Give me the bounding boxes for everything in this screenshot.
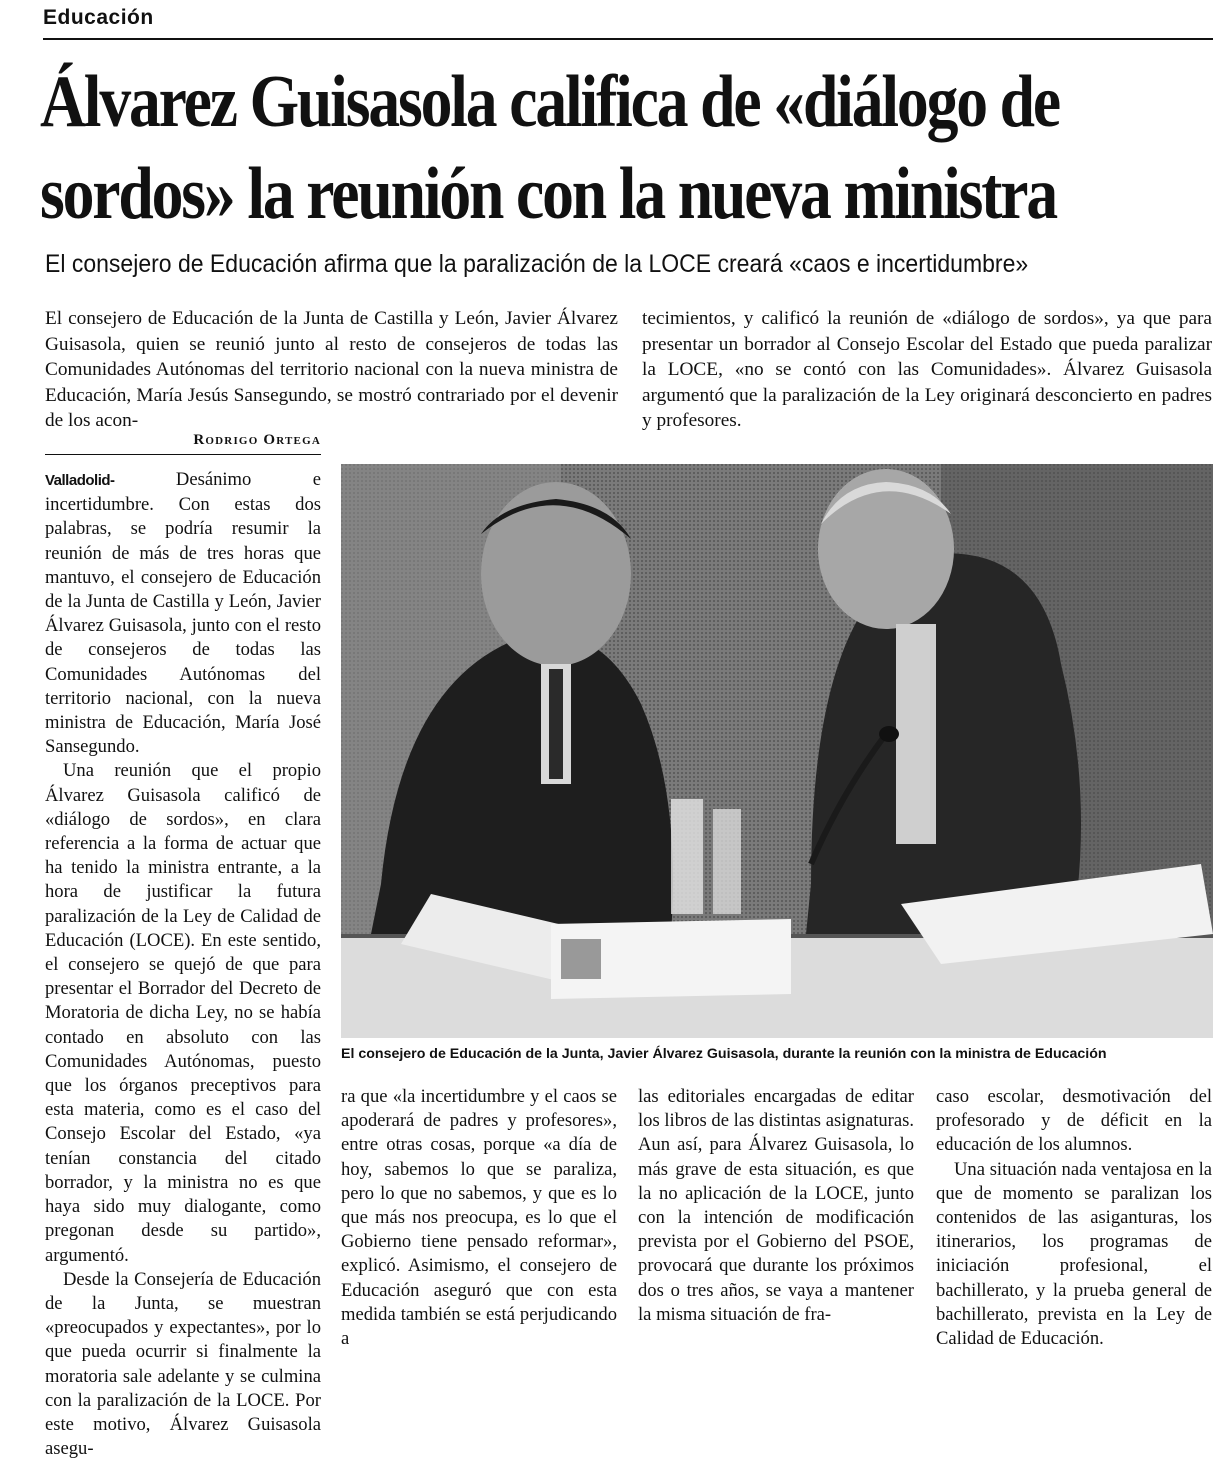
headline	[40, 56, 1060, 240]
column-1-paragraph-3: Desde la Consejería de Educación de la Junta, se muestran «preocupados y expectantes», por lo que pueda ocurrir si finalmente la moratoria sale adelante y se culmina con la paralización de la LOCE. Por este motivo, Álvarez Guisasola asegu-	[45, 1268, 321, 1460]
dateline: Valladolid-	[45, 472, 115, 489]
meeting-photo-illustration	[341, 464, 1213, 1038]
lead-paragraph-part-1: El consejero de Educación de la Junta de Castilla y León, Javier Álvarez Guisasola, quien se reunió junto al resto de consejeros de todas las Comunidades Autónomas del territorio nacional con la nueva ministra de Educación, María Jesús Sansegundo, se mostró contrariado por el devenir de los acon-	[45, 308, 618, 431]
section-label: Educación	[43, 6, 154, 29]
column-4-paragraph-1: caso escolar, desmotivación del profesorado y de déficit en la educación de los alumnos.	[936, 1086, 1212, 1156]
byline: Rodrigo Ortega	[193, 432, 321, 448]
lead-paragraph-part-2: tecimientos, y calificó la reunión de «diálogo de sordos», ya que para presentar un borrador al Consejo Escolar del Estado que pueda paralizar la LOCE, «no se contó con las Comunidades». Álvarez Guisasola argumentó que la paralización de la Ley originará desconcierto en padres y profesores.	[642, 308, 1212, 431]
column-4-paragraph-2: Una situación nada ventajosa en la que de momento se paralizan los contenidos de las asiganturas, los itinerarios, los programas de iniciación profesional, el bachillerato, y la prueba general de bachillerato, prevista en la Ley de Calidad de Educación.	[936, 1158, 1212, 1350]
photo-caption: El consejero de Educación de la Junta, Javier Álvarez Guisasola, durante la reunión con la ministra de Educación	[341, 1046, 1107, 1062]
news-photo	[341, 464, 1213, 1038]
column-3-paragraph-1: las editoriales encargadas de editar los libros de las distintas asignaturas. Aun así, para Álvarez Guisasola, lo más grave de esta situación, es que la no aplicación de la LOCE, junto con la intención de modificación prevista por el Gobierno del PSOE, provocará que durante los próximos dos o tres años, se vaya a mantener la misma situación de fra-	[638, 1086, 914, 1325]
article-column-2	[341, 1085, 617, 1351]
headline-line-2: sordos» la reunión con la nueva ministra	[40, 153, 1057, 235]
article-column-1	[45, 468, 321, 1461]
article-column-3	[638, 1085, 914, 1327]
article-column-4	[936, 1085, 1212, 1351]
column-1-paragraph-1: Valladolid- Desánimo e incertidumbre. Con estas dos palabras, se podría resumir la reunión de más de tres horas que mantuvo, el consejero de Educación de la Junta de Castilla y León, Javier Álvarez Guisasola, junto con el resto de consejeros de todas las Comunidades Autónomas del territorio nacional, con la nueva ministra de Educación, María José Sansegundo.	[45, 469, 321, 758]
byline-divider	[45, 454, 321, 455]
section-divider	[43, 38, 1213, 40]
subheadline: El consejero de Educación afirma que la paralización de la LOCE creará «caos e incertidumbre»	[45, 250, 1029, 278]
column-2-paragraph-1: ra que «la incertidumbre y el caos se apoderará de padres y profesores», entre otras cosas, porque «a día de hoy, sabemos lo que se paraliza, pero lo que no sabemos, y que es lo que más nos preocupa, es lo que el Gobierno tiene pensado reformar», explicó. Asimismo, el consejero de Educación aseguró que con esta medida también se está perjudicando a	[341, 1086, 617, 1350]
headline-line-1: Álvarez Guisasola califica de «diálogo de	[40, 61, 1060, 143]
column-1-paragraph-2: Una reunión que el propio Álvarez Guisasola calificó de «diálogo de sordos», en clara referencia a la forma de actuar que ha tenido la ministra entrante, a la hora de justificar la futura paralización de la Ley de Calidad de Educación (LOCE). En este sentido, el consejero se quejó de que para presentar el Borrador del Decreto de Moratoria de dicha Ley, no se había contado en absoluto con las Comunidades Autónomas, puesto que los órganos preceptivos para esta materia, como es el caso del Consejo Escolar del Estado, «ya tenían constancia del citado borrador, y la ministra no es que haya sido muy dialogante, como pregonan desde su partido», argumentó.	[45, 760, 321, 1266]
